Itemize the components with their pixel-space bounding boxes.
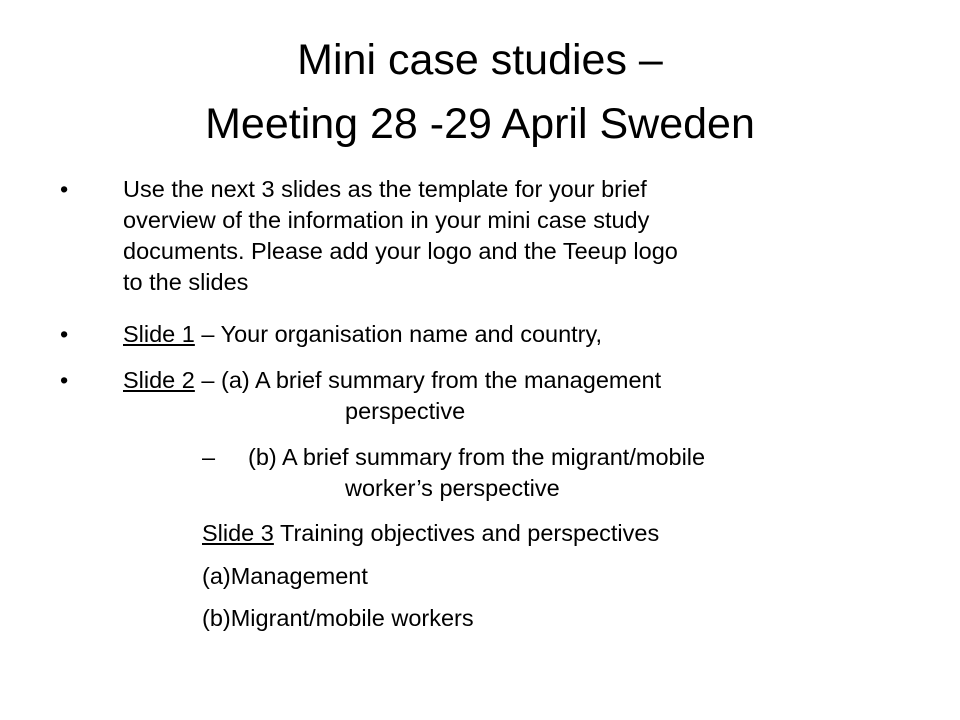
item-1-line-3: documents. Please add your logo and the Teeup logo	[123, 238, 678, 264]
item-1-line-4: to the slides	[123, 269, 249, 295]
slide-3-label: Slide 3	[202, 520, 274, 546]
item-1-line-1: Use the next 3 slides as the template for your brief	[123, 176, 647, 202]
item-6: (a)Management	[202, 563, 368, 589]
item-2	[123, 319, 602, 350]
slide-2-label: Slide 2	[123, 367, 195, 393]
bullet-1: •	[60, 176, 69, 202]
item-4-cont: worker’s perspective	[345, 475, 560, 501]
item-7: (b)Migrant/mobile workers	[202, 605, 474, 631]
item-3	[123, 365, 661, 396]
item-4-text: (b) A brief summary from the migrant/mobile	[248, 444, 706, 470]
item-4-dash: –	[202, 444, 216, 470]
bullet-2: •	[60, 321, 69, 347]
slide-title-line-2: Meeting 28 -29 April Sweden	[205, 100, 755, 148]
item-1-line-2: overview of the information in your mini case study	[123, 207, 650, 233]
slide-1-label: Slide 1	[123, 321, 195, 347]
bullet-3: •	[60, 367, 69, 393]
slide-title-line-1: Mini case studies –	[297, 36, 663, 84]
item-3-cont: perspective	[345, 398, 466, 424]
item-5	[202, 518, 659, 549]
item-3-text: – (a) A brief summary from the management	[194, 367, 662, 393]
item-2-text: – Your organisation name and country,	[194, 321, 603, 347]
item-5-text: Training objectives and perspectives	[273, 520, 660, 546]
